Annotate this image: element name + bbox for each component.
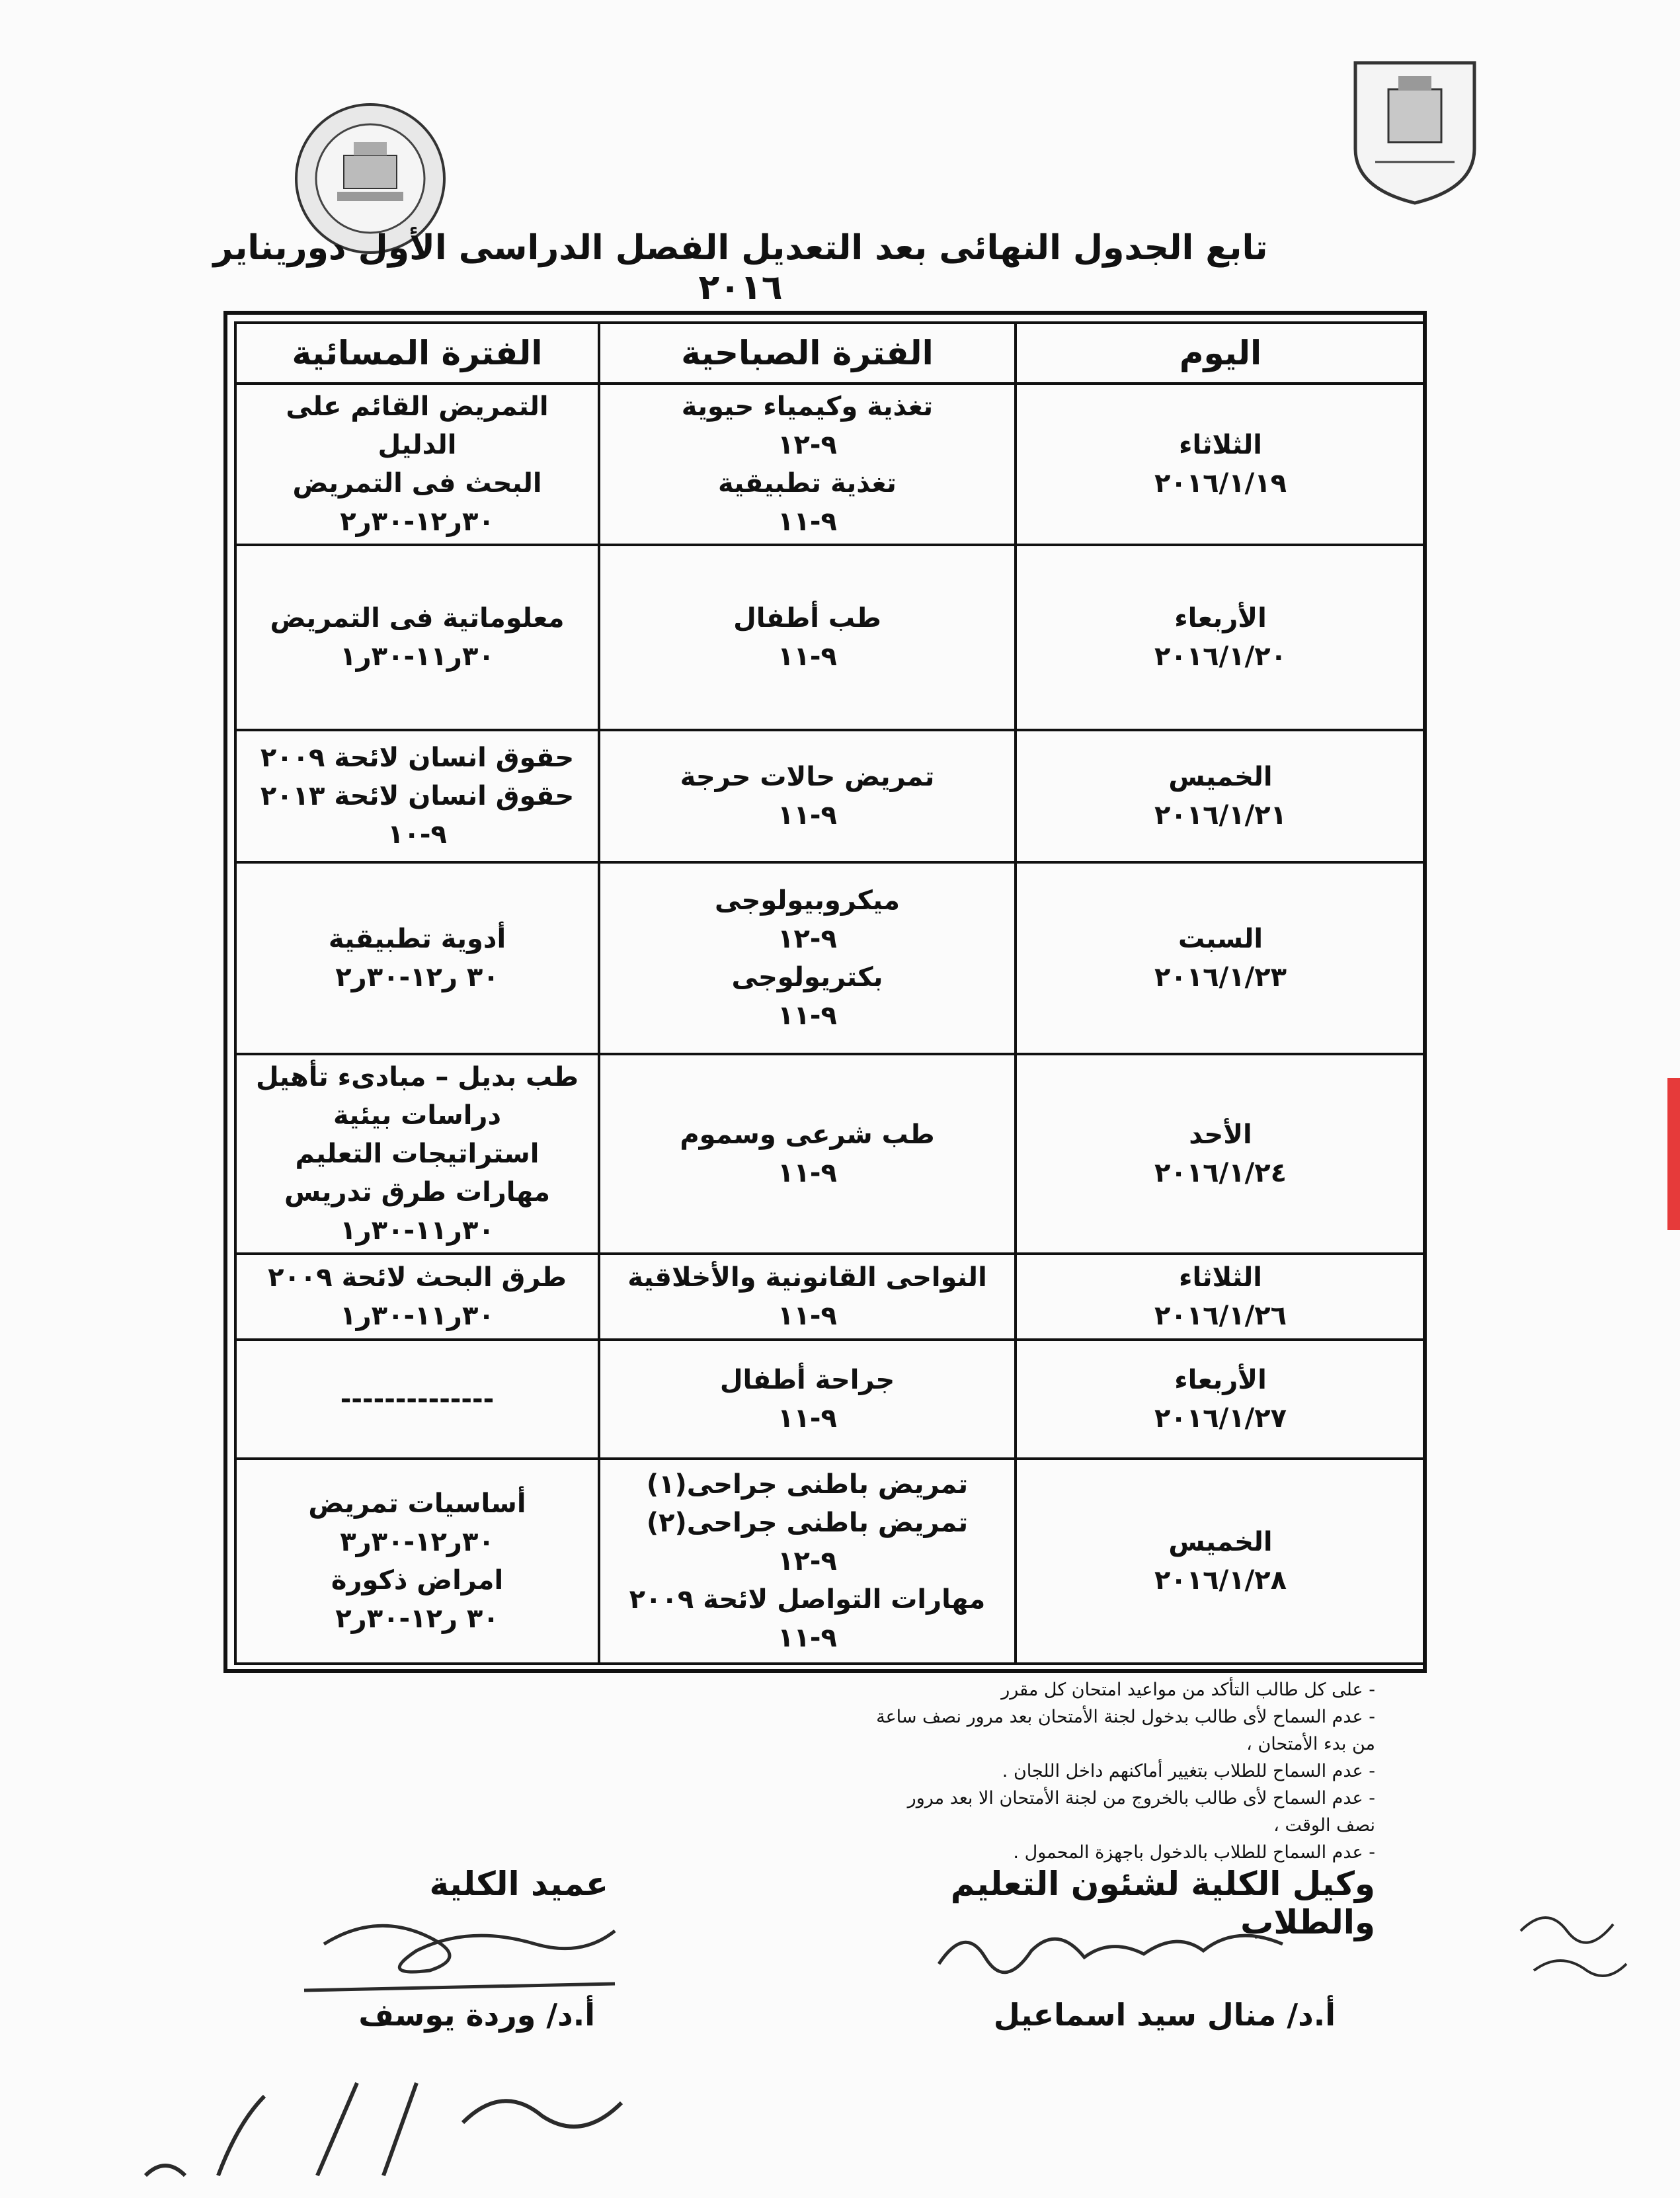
table-row: [235, 545, 1425, 730]
time: ٣٠ ر١٢-٣٠ر٢: [335, 1604, 499, 1634]
time: ٩-١٢: [778, 430, 837, 460]
page-title: تابع الجدول النهائى بعد التعديل الفصل الدراسى الأول دوريناير ٢٠١٦: [213, 228, 1268, 307]
vice-dean-name: أ.د/ منال سيد اسماعيل: [993, 1997, 1336, 2033]
dean-title: عميد الكلية: [429, 1865, 608, 1903]
day-date: ٢٠١٦/١/٢٧: [1154, 1403, 1287, 1434]
morning-cell: [599, 384, 1016, 545]
morning-cell: [599, 1459, 1016, 1664]
morning-cell: [599, 1054, 1016, 1254]
time: ٩-١١: [778, 507, 837, 537]
time: ٣٠ر١١-٣٠ر١: [340, 1301, 495, 1331]
table-row: [235, 1340, 1425, 1459]
day-cell: [1016, 730, 1425, 862]
edge-mark: [1667, 1078, 1680, 1230]
date-scribble-icon: [106, 2043, 661, 2195]
day-name: الخميس: [1168, 762, 1273, 792]
day-cell: [1016, 1054, 1425, 1254]
day-cell: [1016, 384, 1425, 545]
course: مهارات التواصل لائحة ٢٠٠٩: [629, 1584, 986, 1615]
time: ٣٠ر١٢-٣٠ر٢: [340, 507, 495, 537]
course: حقوق انسان لائحة ٢٠٠٩: [260, 743, 575, 773]
morning-cell: [599, 1254, 1016, 1340]
course: طرق البحث لائحة ٢٠٠٩: [268, 1262, 567, 1293]
course: طب شرعى وسموم: [680, 1119, 935, 1150]
time: ٩-١١: [778, 1623, 837, 1653]
time: ٩-١١: [778, 1000, 837, 1031]
list-item: - عدم السماح للطلاب بالدخول باجهزة المحمول .: [873, 1839, 1375, 1866]
course: أدوية تطبيقية: [328, 924, 506, 954]
table-row: [235, 730, 1425, 862]
day-date: ٢٠١٦/١/٢٤: [1154, 1158, 1287, 1188]
header-morning: الفترة الصباحية: [599, 323, 1016, 384]
evening-cell: [235, 730, 599, 862]
morning-cell: [599, 862, 1016, 1054]
table-header-row: [235, 323, 1425, 384]
day-date: ٢٠١٦/١/٢٨: [1154, 1565, 1287, 1596]
day-date: ٢٠١٦/١/١٩: [1154, 468, 1287, 499]
margin-note-icon: [1507, 1891, 1640, 1997]
course: دراسات بيئية: [333, 1100, 501, 1131]
time: ٣٠ر١٢-٣٠ر٣: [340, 1527, 495, 1557]
table-row: [235, 1054, 1425, 1254]
course: تمريض باطنى جراحى(٢): [646, 1508, 969, 1538]
table-row: [235, 384, 1425, 545]
evening-cell: [235, 1254, 599, 1340]
exam-schedule-table: [223, 311, 1427, 1673]
list-item: - على كل طالب التأكد من مواعيد امتحان كل مقرر: [873, 1676, 1375, 1703]
course: --------------: [340, 1384, 495, 1414]
day-cell: [1016, 1254, 1425, 1340]
table-row: [235, 862, 1425, 1054]
time: ٩-١١: [778, 1158, 837, 1188]
course: البحث فى التمريض: [292, 468, 542, 499]
course: طب أطفال: [733, 603, 881, 633]
course: مهارات طرق تدريس: [284, 1177, 550, 1207]
evening-cell: [235, 862, 599, 1054]
vice-dean-signature-icon: [926, 1911, 1296, 1984]
course: جراحة أطفال: [719, 1365, 895, 1395]
morning-cell: [599, 1340, 1016, 1459]
morning-cell: [599, 730, 1016, 862]
time: ٩-١٢: [778, 1546, 837, 1576]
vice-dean-title: وكيل الكلية لشئون التعليم والطلاب: [950, 1865, 1375, 1941]
list-item: - عدم السماح لأى طالب بدخول لجنة الأمتحان بعد مرور نصف ساعة من بدء الأمتحان ،: [873, 1703, 1375, 1758]
day-name: الأحد: [1189, 1119, 1252, 1150]
evening-cell: [235, 545, 599, 730]
course: تغذية تطبيقية: [718, 468, 897, 499]
day-name: الثلاثاء: [1179, 1262, 1262, 1293]
list-item: - عدم السماح لأى طالب بالخروج من لجنة الأمتحان الا بعد مرور نصف الوقت ،: [873, 1785, 1375, 1839]
course: معلوماتية فى التمريض: [270, 603, 565, 633]
time: ٣٠ر١١-٣٠ر١: [340, 641, 495, 672]
time: ٩-١٢: [778, 924, 837, 954]
course: حقوق انسان لائحة ٢٠١٣: [260, 781, 575, 811]
time: ٩-١١: [778, 1403, 837, 1434]
time: ٩-١٠: [387, 819, 447, 850]
course: التمريض القائم على الدليل: [286, 391, 549, 460]
course: أساسيات تمريض: [308, 1488, 526, 1519]
time: ٩-١١: [778, 641, 837, 672]
day-name: الأربعاء: [1174, 603, 1267, 633]
time: ٣٠ر١١-٣٠ر١: [340, 1215, 495, 1246]
table-row: [235, 1459, 1425, 1664]
course: امراض ذكورة: [331, 1565, 504, 1596]
evening-cell: [235, 1459, 599, 1664]
day-date: ٢٠١٦/١/٢١: [1154, 800, 1287, 831]
header-day: اليوم: [1016, 323, 1425, 384]
day-date: ٢٠١٦/١/٢٦: [1154, 1301, 1287, 1331]
time: ٩-١١: [778, 800, 837, 831]
time: ٩-١١: [778, 1301, 837, 1331]
table-row: [235, 1254, 1425, 1340]
dean-name: أ.د/ وردة يوسف: [358, 1997, 595, 2033]
course: طب بديل – مبادىء تأهيل: [255, 1062, 579, 1092]
evening-cell: [235, 384, 599, 545]
evening-cell: [235, 1054, 599, 1254]
course: النواحى القانونية والأخلاقية: [627, 1262, 987, 1293]
morning-cell: [599, 545, 1016, 730]
day-cell: [1016, 862, 1425, 1054]
course: استراتيجات التعليم: [295, 1139, 540, 1169]
cairo-university-logo-icon: [1349, 56, 1481, 208]
day-name: السبت: [1178, 924, 1263, 954]
time: ٣٠ ر١٢-٣٠ر٢: [335, 962, 499, 993]
day-name: الأربعاء: [1174, 1365, 1267, 1395]
day-name: الخميس: [1168, 1527, 1273, 1557]
course: ميكروبيولوجى: [715, 885, 900, 916]
course: تغذية وكيمياء حيوية: [681, 391, 934, 422]
course: تمريض حالات حرجة: [680, 762, 935, 792]
course: بكتريولوجى: [731, 962, 883, 993]
dean-signature-icon: [298, 1904, 641, 2004]
day-cell: [1016, 1340, 1425, 1459]
day-cell: [1016, 545, 1425, 730]
day-date: ٢٠١٦/١/٢٠: [1154, 641, 1287, 672]
day-date: ٢٠١٦/١/٢٣: [1154, 962, 1287, 993]
notes-list: [873, 1676, 1375, 1866]
day-cell: [1016, 1459, 1425, 1664]
evening-cell: [235, 1340, 599, 1459]
course: تمريض باطنى جراحى(١): [646, 1469, 969, 1500]
header-evening: الفترة المسائية: [235, 323, 599, 384]
day-name: الثلاثاء: [1179, 430, 1262, 460]
list-item: - عدم السماح للطلاب بتغيير أماكنهم داخل اللجان .: [873, 1758, 1375, 1785]
